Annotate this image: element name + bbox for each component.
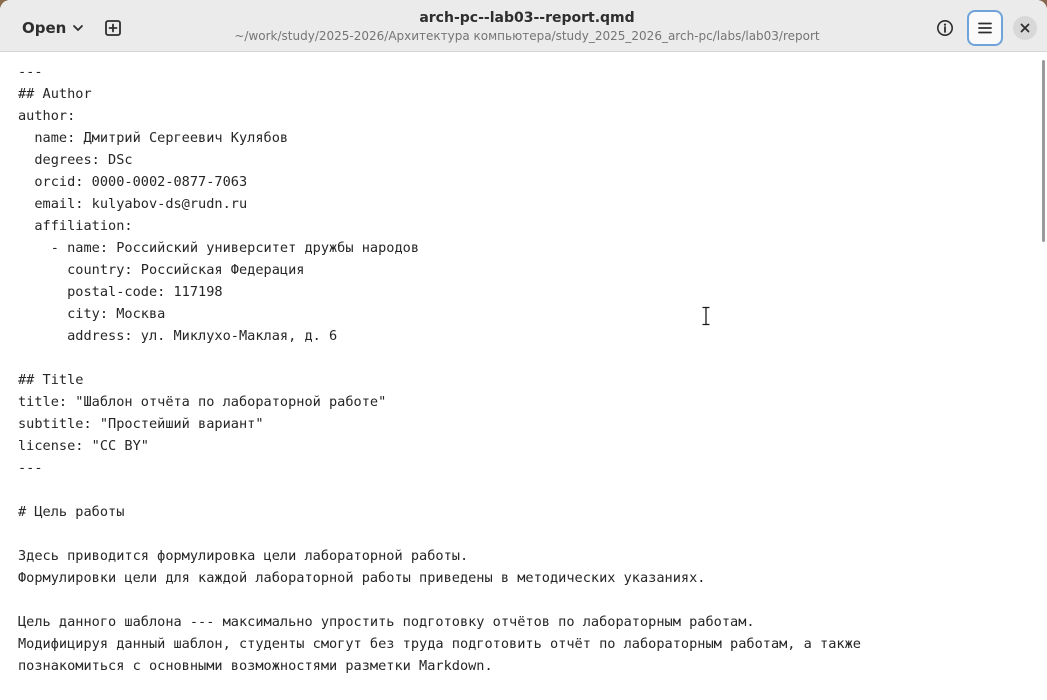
chevron-down-icon xyxy=(72,22,84,34)
document-info-button[interactable] xyxy=(929,12,961,44)
editor-line[interactable]: ## Author xyxy=(18,86,92,102)
editor-line[interactable] xyxy=(18,523,861,545)
editor-line[interactable]: Формулировки цели для каждой лабораторной работы приведены в методических указаниях. xyxy=(18,570,706,586)
editor-line[interactable]: # Цель работы xyxy=(18,504,125,520)
close-window-button[interactable] xyxy=(1013,16,1037,40)
editor-line[interactable]: country: Российская Федерация xyxy=(18,262,305,278)
editor-line[interactable]: Здесь приводится формулировка цели лабораторной работы. xyxy=(18,548,469,564)
editor-line[interactable]: name: Дмитрий Сергеевич Кулябов xyxy=(18,130,289,146)
open-button-label: Open xyxy=(22,19,67,37)
hamburger-menu-icon xyxy=(977,20,993,36)
editor-line[interactable] xyxy=(18,589,861,611)
editor-line[interactable]: Цель данного шаблона --- максимально упростить подготовку отчётов по лабораторным работам. xyxy=(18,614,755,630)
editor-content[interactable] xyxy=(18,61,861,677)
editor-line[interactable]: title: "Шаблон отчёта по лабораторной работе" xyxy=(18,394,387,410)
editor-line[interactable]: orcid: 0000-0002-0877-7063 xyxy=(18,174,248,190)
editor-line[interactable] xyxy=(18,479,861,501)
editor-line[interactable]: author: xyxy=(18,108,76,124)
editor-line[interactable]: email: kulyabov-ds@rudn.ru xyxy=(18,196,248,212)
info-icon xyxy=(936,19,954,37)
main-menu-button[interactable] xyxy=(969,12,1001,44)
editor-line[interactable]: --- xyxy=(18,460,43,476)
editor-line[interactable]: subtitle: "Простейший вариант" xyxy=(18,416,264,432)
editor-line[interactable]: license: "CC BY" xyxy=(18,438,149,454)
editor-line[interactable]: - name: Российский университет дружбы народов xyxy=(18,240,420,256)
editor-line[interactable]: Модифицируя данный шаблон, студенты смогут без труда подготовить отчёт по лабораторным работам, а также xyxy=(18,636,861,652)
document-title: arch-pc--lab03--report.qmd xyxy=(419,10,635,26)
vertical-scrollbar[interactable] xyxy=(1042,60,1045,242)
new-tab-icon xyxy=(104,19,122,37)
editor-text-area[interactable] xyxy=(0,52,1047,700)
editor-line[interactable]: postal-code: 117198 xyxy=(18,284,223,300)
close-icon xyxy=(1020,23,1030,33)
new-tab-button[interactable] xyxy=(97,12,129,44)
editor-line[interactable]: --- xyxy=(18,64,43,80)
text-cursor-icon xyxy=(701,306,711,326)
editor-line[interactable]: ## Title xyxy=(18,372,84,388)
editor-line[interactable]: city: Москва xyxy=(18,306,166,322)
editor-line[interactable]: address: ул. Миклухо-Маклая, д. 6 xyxy=(18,328,338,344)
title-block xyxy=(200,9,854,45)
editor-line[interactable] xyxy=(18,347,861,369)
open-button[interactable] xyxy=(12,12,94,44)
editor-line[interactable]: degrees: DSc xyxy=(18,152,133,168)
editor-line[interactable]: affiliation: xyxy=(18,218,133,234)
document-path: ~/work/study/2025-2026/Архитектура компьютера/study_2025_2026_arch-pc/labs/lab03/report xyxy=(234,29,820,43)
editor-line[interactable]: познакомиться с основными возможностями разметки Markdown. xyxy=(18,658,493,674)
header-bar xyxy=(0,0,1047,52)
